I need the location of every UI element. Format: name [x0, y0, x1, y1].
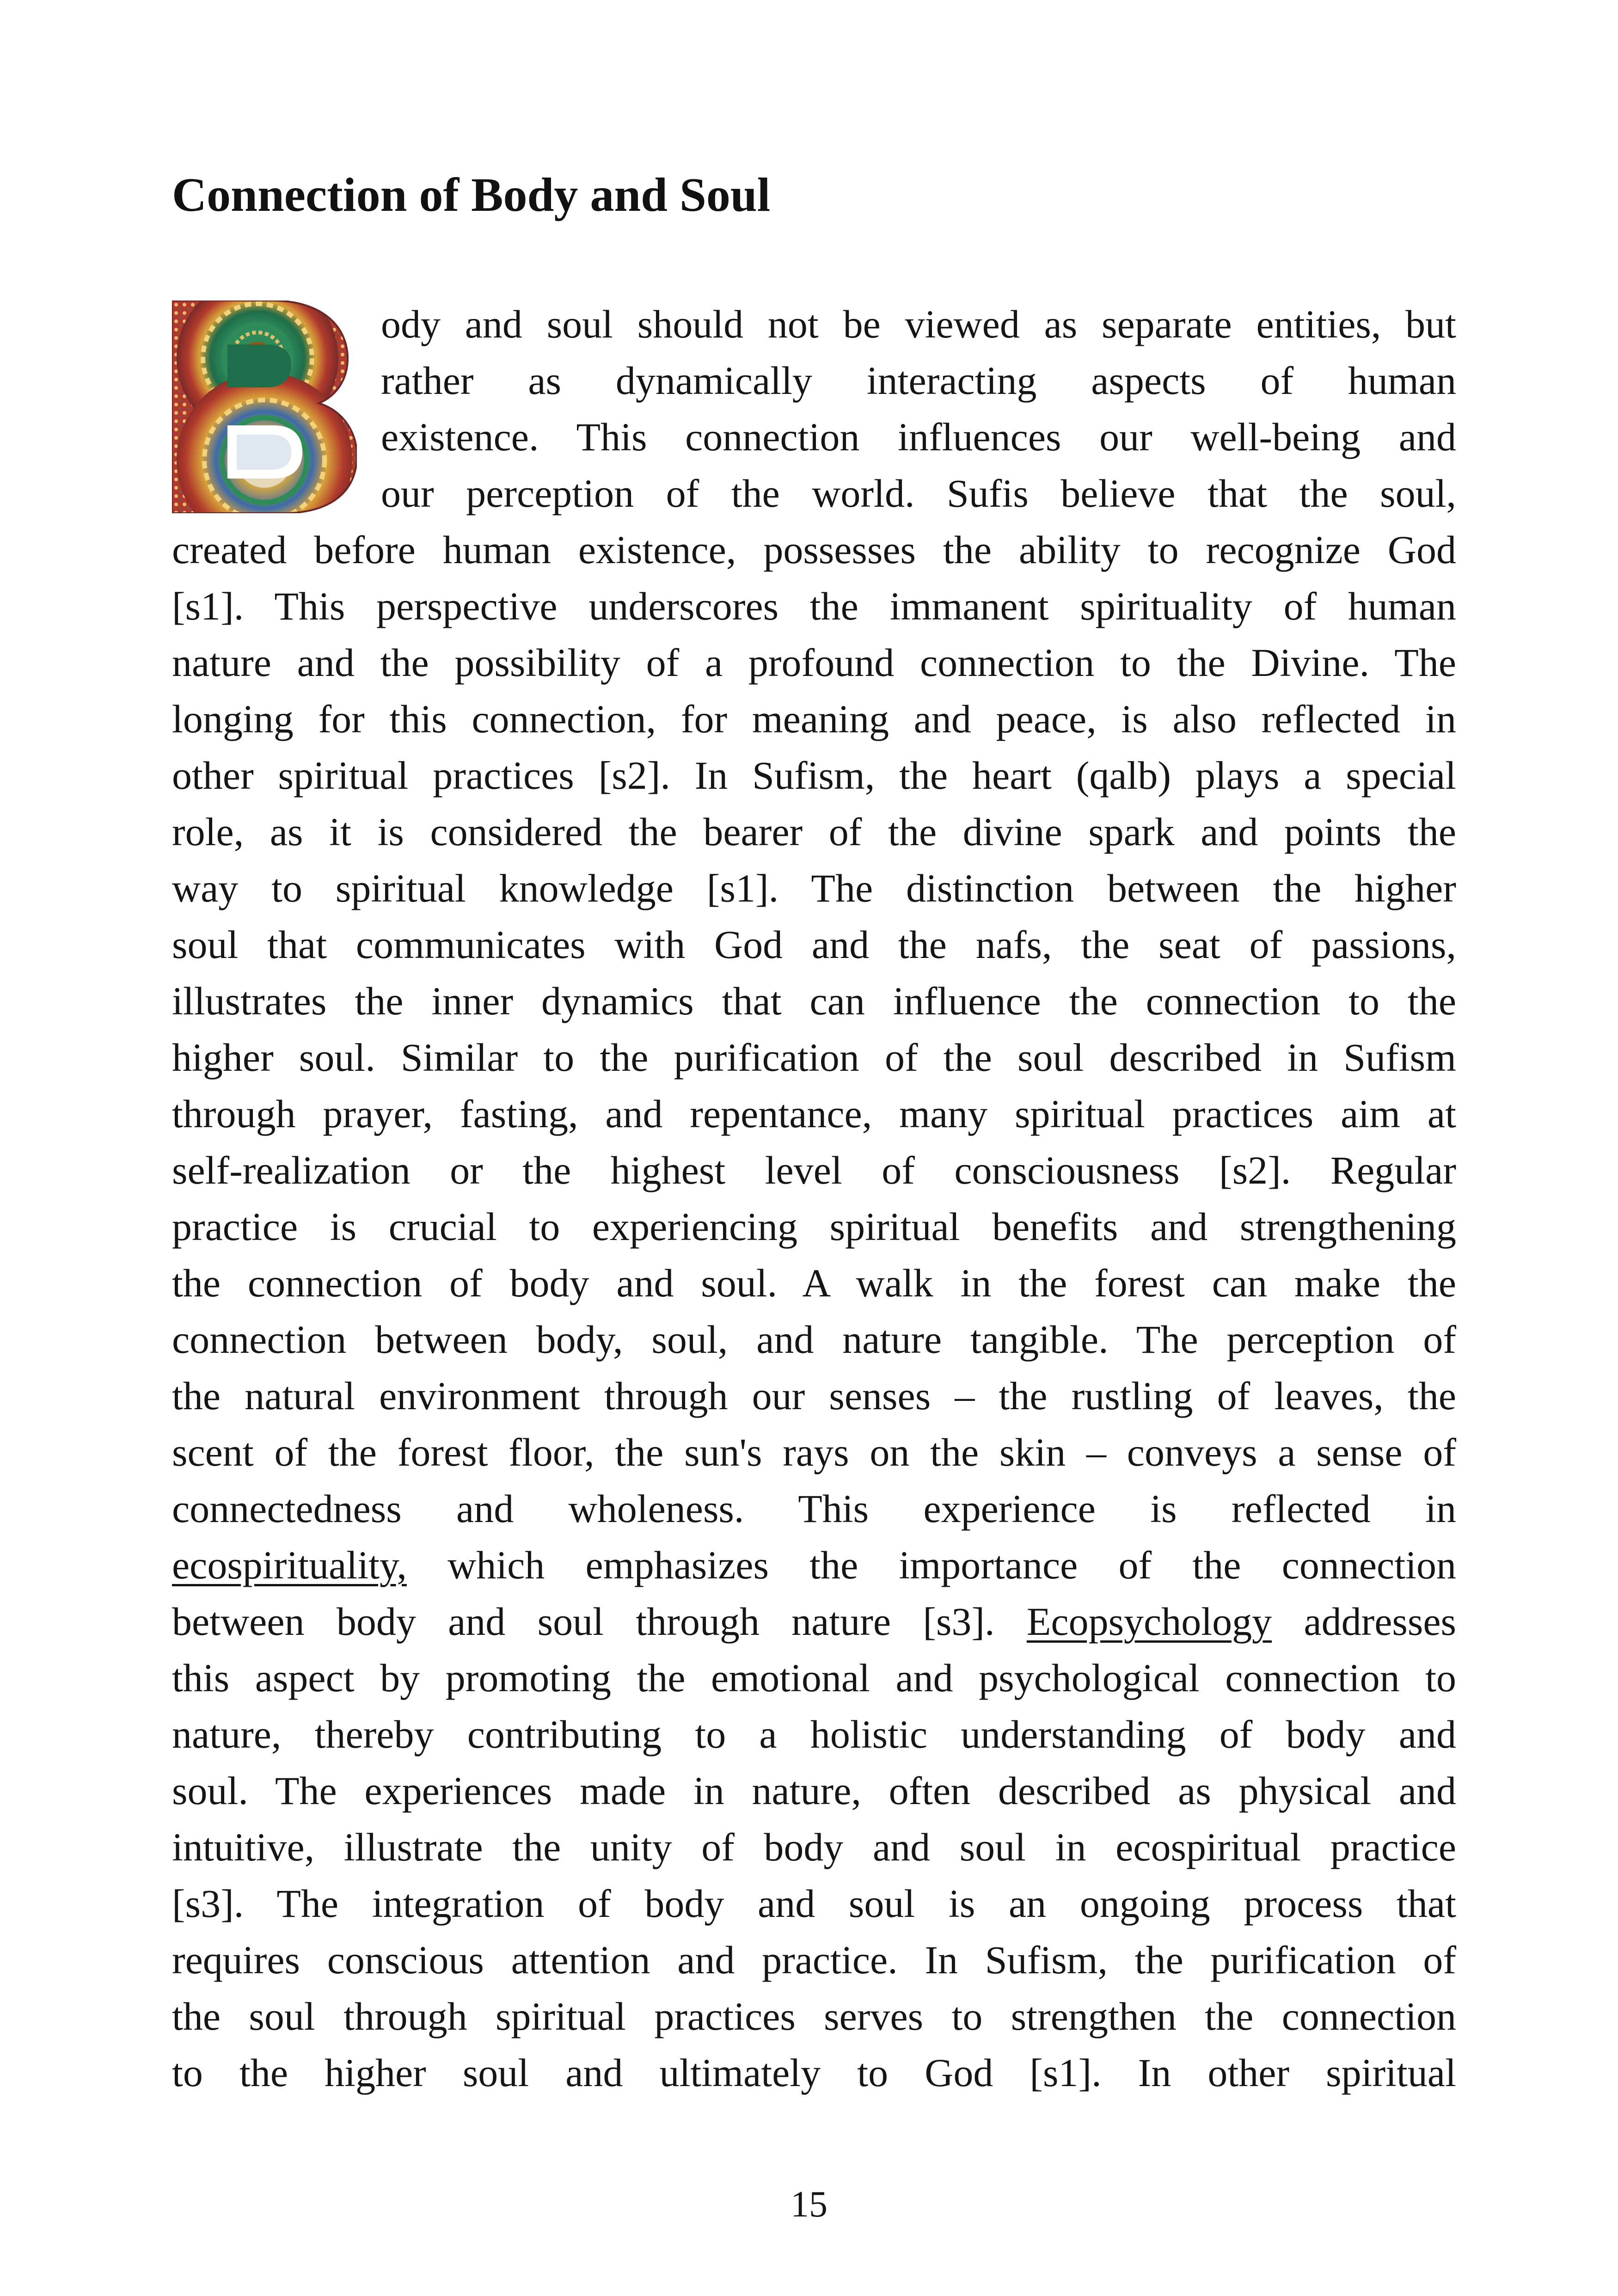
text-line: through prayer, fasting, and repentance, many spiritual practices aim at — [172, 1092, 1456, 1136]
text-line: [s3]. The integration of body and soul is an ongoing process that — [172, 1881, 1456, 1926]
text-line: the natural environment through our senses – the rustling of leaves, the — [172, 1374, 1456, 1418]
text-line: scent of the forest floor, the sun's rays on the skin – conveys a sense of — [172, 1430, 1456, 1474]
text-line: soul that communicates with God and the nafs, the seat of passions, — [172, 922, 1456, 967]
text-line: connectedness and wholeness. This experience is reflected in — [172, 1486, 1456, 1531]
text-fragment: addresses — [1272, 1599, 1456, 1644]
text-line: rather as dynamically interacting aspects of human — [381, 358, 1456, 403]
text-line: illustrates the inner dynamics that can influence the connection to the — [172, 979, 1456, 1023]
text-line: ody and soul should not be viewed as separate entities, but — [381, 302, 1456, 346]
text-line: intuitive, illustrate the unity of body and soul in ecospiritual practice — [172, 1825, 1456, 1869]
section-heading: Connection of Body and Soul — [172, 168, 771, 221]
text-line: nature, thereby contributing to a holistic understanding of body and — [172, 1712, 1456, 1756]
page-number: 15 — [791, 2184, 827, 2225]
text-fragment: between body and soul through nature [s3]. — [172, 1599, 1027, 1644]
text-line: connection between body, soul, and nature tangible. The perception of — [172, 1317, 1456, 1362]
text-line: requires conscious attention and practice. In Sufism, the purification of — [172, 1938, 1456, 1982]
text-line: soul. The experiences made in nature, often described as physical and — [172, 1768, 1456, 1813]
text-line: nature and the possibility of a profound connection to the Divine. The — [172, 640, 1456, 685]
text-line — [172, 1593, 1456, 1650]
text-line: [s1]. This perspective underscores the immanent spirituality of human — [172, 584, 1456, 628]
text-line: existence. This connection influences our well-being and — [381, 415, 1456, 459]
text-line: our perception of the world. Sufis believe that the soul, — [381, 471, 1456, 516]
ecopsychology-link[interactable]: Ecopsychology — [1026, 1599, 1272, 1644]
text-line: the soul through spiritual practices serves to strengthen the connection — [172, 1994, 1456, 2038]
text-line: longing for this connection, for meaning and peace, is also reflected in — [172, 697, 1456, 741]
text-line: role, as it is considered the bearer of the divine spark and points the — [172, 810, 1456, 854]
text-line — [172, 1537, 1456, 1593]
text-line: to the higher soul and ultimately to God [s1]. In other spiritual — [172, 2050, 1456, 2095]
text-line: way to spiritual knowledge [s1]. The distinction between the higher — [172, 866, 1456, 910]
text-line: other spiritual practices [s2]. In Sufism, the heart (qalb) plays a special — [172, 753, 1456, 798]
body-text — [172, 296, 1456, 2101]
text-fragment: which emphasizes the importance of the connection — [406, 1543, 1456, 1587]
text-line: the connection of body and soul. A walk in the forest can make the — [172, 1261, 1456, 1305]
text-line: higher soul. Similar to the purification of the soul described in Sufism — [172, 1035, 1456, 1080]
text-line: created before human existence, possesses the ability to recognize God — [172, 528, 1456, 572]
text-line: this aspect by promoting the emotional and psychological connection to — [172, 1656, 1456, 1700]
text-line: practice is crucial to experiencing spiritual benefits and strengthening — [172, 1204, 1456, 1249]
ecospirituality-link[interactable]: ecospirituality, — [172, 1543, 407, 1587]
text-line: self-realization or the highest level of consciousness [s2]. Regular — [172, 1148, 1456, 1192]
